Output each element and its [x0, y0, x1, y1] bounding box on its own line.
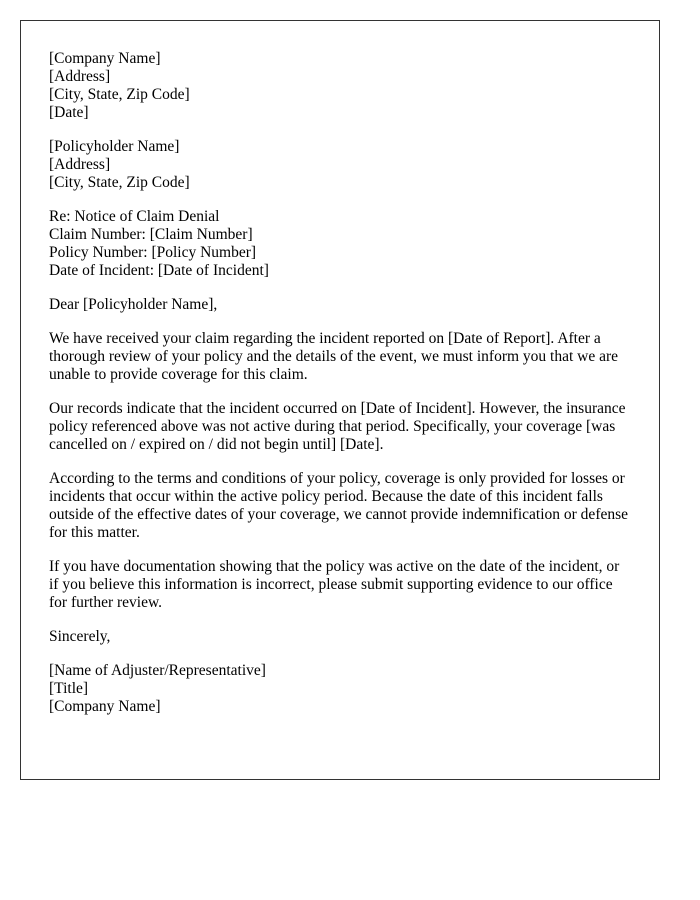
body-paragraph-2: Our records indicate that the incident occurred on [Date of Incident]. However, the insurance policy referenced above was not active during that period. Specifically, your coverage [was cancelled on / expired on / did not begin until] [Date].: [49, 400, 626, 453]
closing: Sincerely,: [49, 628, 111, 645]
body-paragraph-4: If you have documentation showing that the policy was active on the date of the incident, or if you believe this information is incorrect, please submit supporting evidence to our office for further review.: [49, 558, 620, 611]
date-of-incident: Date of Incident: [Date of Incident]: [49, 262, 269, 279]
sender-company: [Company Name]: [49, 50, 161, 67]
signer-company: [Company Name]: [49, 698, 161, 715]
claim-denial-letter: [20, 20, 660, 780]
recipient-block: [49, 138, 631, 192]
signer-title: [Title]: [49, 680, 89, 697]
claim-number: Claim Number: [Claim Number]: [49, 226, 253, 243]
signature-block: [49, 662, 631, 716]
recipient-city-state-zip: [City, State, Zip Code]: [49, 174, 190, 191]
signer-name: [Name of Adjuster/Representative]: [49, 662, 266, 679]
subject-line: Re: Notice of Claim Denial: [49, 208, 220, 225]
sender-address: [Address]: [49, 68, 111, 85]
body-paragraph-1: We have received your claim regarding the incident reported on [Date of Report]. After a thorough review of your policy and the details of the event, we must inform you that we are unable to provide coverage for this claim.: [49, 330, 619, 383]
salutation: Dear [Policyholder Name],: [49, 296, 218, 313]
letter-date: [Date]: [49, 104, 89, 121]
recipient-address: [Address]: [49, 156, 111, 173]
reference-block: [49, 208, 631, 280]
body-paragraph-3: According to the terms and conditions of your policy, coverage is only provided for losses or incidents that occur within the active policy period. Because the date of this incident falls outside of the effective dates of your coverage, we cannot provide indemnification or defense for this matter.: [49, 470, 629, 541]
recipient-name: [Policyholder Name]: [49, 138, 180, 155]
sender-city-state-zip: [City, State, Zip Code]: [49, 86, 190, 103]
policy-number: Policy Number: [Policy Number]: [49, 244, 257, 261]
sender-block: [49, 50, 631, 122]
